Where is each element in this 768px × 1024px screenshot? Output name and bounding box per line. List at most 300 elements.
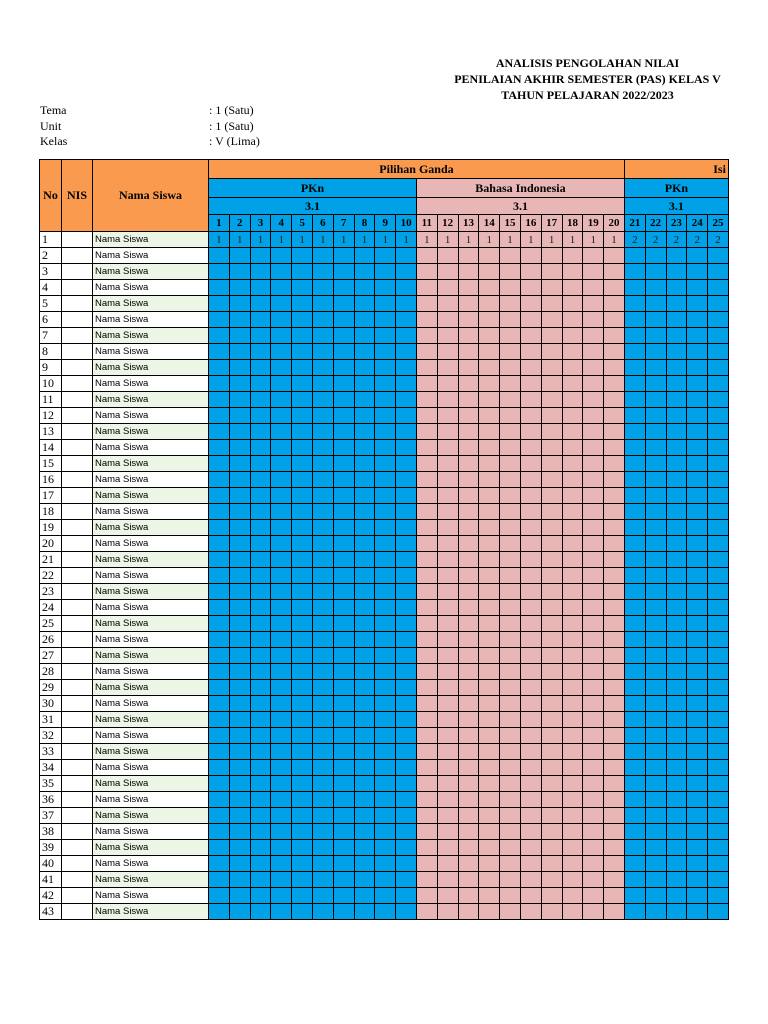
score-cell[interactable] xyxy=(583,600,604,616)
score-cell[interactable] xyxy=(396,264,417,280)
score-cell[interactable] xyxy=(645,376,666,392)
score-cell[interactable] xyxy=(500,840,521,856)
score-cell[interactable] xyxy=(708,424,729,440)
score-cell[interactable] xyxy=(520,680,541,696)
score-cell[interactable] xyxy=(229,408,250,424)
score-cell[interactable] xyxy=(624,280,645,296)
score-cell[interactable] xyxy=(479,824,500,840)
score-cell[interactable] xyxy=(624,760,645,776)
score-cell[interactable] xyxy=(292,296,313,312)
score-cell[interactable] xyxy=(604,344,625,360)
score-cell[interactable] xyxy=(479,856,500,872)
score-cell[interactable] xyxy=(229,440,250,456)
score-cell[interactable] xyxy=(375,392,396,408)
score-cell[interactable] xyxy=(375,632,396,648)
score-cell[interactable] xyxy=(229,328,250,344)
score-cell[interactable] xyxy=(562,632,583,648)
score-cell[interactable] xyxy=(229,840,250,856)
score-cell[interactable] xyxy=(645,456,666,472)
score-cell[interactable] xyxy=(416,712,437,728)
score-cell[interactable] xyxy=(708,664,729,680)
score-cell[interactable] xyxy=(666,776,687,792)
score-cell[interactable] xyxy=(666,488,687,504)
score-cell[interactable] xyxy=(416,248,437,264)
score-cell[interactable] xyxy=(541,248,562,264)
score-cell[interactable] xyxy=(229,760,250,776)
score-cell[interactable] xyxy=(229,808,250,824)
score-cell[interactable] xyxy=(687,536,708,552)
score-cell[interactable] xyxy=(687,424,708,440)
score-cell[interactable] xyxy=(437,728,458,744)
score-cell[interactable] xyxy=(396,296,417,312)
score-cell[interactable] xyxy=(520,664,541,680)
score-cell[interactable] xyxy=(458,344,479,360)
score-cell[interactable] xyxy=(479,456,500,472)
score-cell[interactable] xyxy=(562,904,583,920)
score-cell[interactable] xyxy=(209,648,230,664)
score-cell[interactable] xyxy=(209,312,230,328)
score-cell[interactable] xyxy=(250,680,271,696)
score-cell[interactable] xyxy=(333,696,354,712)
score-cell[interactable] xyxy=(437,280,458,296)
score-cell[interactable] xyxy=(375,472,396,488)
score-cell[interactable] xyxy=(520,696,541,712)
score-cell[interactable] xyxy=(624,488,645,504)
score-cell[interactable] xyxy=(292,792,313,808)
score-cell[interactable] xyxy=(396,824,417,840)
score-cell[interactable] xyxy=(520,504,541,520)
score-cell[interactable] xyxy=(583,520,604,536)
score-cell[interactable] xyxy=(437,664,458,680)
score-cell[interactable] xyxy=(396,248,417,264)
score-cell[interactable] xyxy=(708,504,729,520)
score-cell[interactable] xyxy=(624,552,645,568)
score-cell[interactable] xyxy=(229,872,250,888)
score-cell[interactable] xyxy=(666,648,687,664)
score-cell[interactable] xyxy=(396,696,417,712)
score-cell[interactable] xyxy=(396,872,417,888)
score-cell[interactable] xyxy=(292,552,313,568)
score-cell[interactable] xyxy=(687,712,708,728)
score-cell[interactable] xyxy=(354,824,375,840)
score-cell[interactable] xyxy=(229,312,250,328)
score-cell[interactable] xyxy=(312,792,333,808)
score-cell[interactable] xyxy=(541,344,562,360)
score-cell[interactable] xyxy=(604,872,625,888)
score-cell[interactable] xyxy=(354,520,375,536)
score-cell[interactable] xyxy=(604,440,625,456)
score-cell[interactable] xyxy=(292,632,313,648)
score-cell[interactable] xyxy=(666,504,687,520)
score-cell[interactable] xyxy=(271,344,292,360)
score-cell[interactable] xyxy=(416,408,437,424)
score-cell[interactable] xyxy=(416,344,437,360)
score-cell[interactable] xyxy=(500,408,521,424)
score-cell[interactable] xyxy=(271,792,292,808)
score-cell[interactable] xyxy=(624,872,645,888)
score-cell[interactable] xyxy=(333,808,354,824)
score-cell[interactable] xyxy=(396,440,417,456)
score-cell[interactable] xyxy=(604,792,625,808)
score-cell[interactable] xyxy=(583,376,604,392)
answer-key-cell[interactable]: 2 xyxy=(666,232,687,248)
score-cell[interactable] xyxy=(416,872,437,888)
score-cell[interactable] xyxy=(604,888,625,904)
score-cell[interactable] xyxy=(437,520,458,536)
score-cell[interactable] xyxy=(500,904,521,920)
score-cell[interactable] xyxy=(229,680,250,696)
score-cell[interactable] xyxy=(250,760,271,776)
score-cell[interactable] xyxy=(500,888,521,904)
answer-key-cell[interactable]: 1 xyxy=(229,232,250,248)
score-cell[interactable] xyxy=(520,264,541,280)
score-cell[interactable] xyxy=(229,280,250,296)
score-cell[interactable] xyxy=(250,504,271,520)
score-cell[interactable] xyxy=(333,840,354,856)
score-cell[interactable] xyxy=(437,552,458,568)
score-cell[interactable] xyxy=(624,632,645,648)
score-cell[interactable] xyxy=(250,728,271,744)
score-cell[interactable] xyxy=(396,584,417,600)
score-cell[interactable] xyxy=(624,456,645,472)
score-cell[interactable] xyxy=(541,696,562,712)
score-cell[interactable] xyxy=(416,632,437,648)
score-cell[interactable] xyxy=(687,552,708,568)
score-cell[interactable] xyxy=(271,760,292,776)
score-cell[interactable] xyxy=(271,888,292,904)
score-cell[interactable] xyxy=(520,360,541,376)
score-cell[interactable] xyxy=(437,472,458,488)
answer-key-cell[interactable]: 1 xyxy=(437,232,458,248)
score-cell[interactable] xyxy=(437,696,458,712)
score-cell[interactable] xyxy=(229,712,250,728)
score-cell[interactable] xyxy=(292,728,313,744)
score-cell[interactable] xyxy=(666,840,687,856)
score-cell[interactable] xyxy=(583,648,604,664)
score-cell[interactable] xyxy=(520,344,541,360)
score-cell[interactable] xyxy=(500,344,521,360)
score-cell[interactable] xyxy=(583,808,604,824)
score-cell[interactable] xyxy=(541,712,562,728)
score-cell[interactable] xyxy=(333,328,354,344)
score-cell[interactable] xyxy=(312,840,333,856)
score-cell[interactable] xyxy=(583,536,604,552)
score-cell[interactable] xyxy=(583,616,604,632)
score-cell[interactable] xyxy=(562,712,583,728)
score-cell[interactable] xyxy=(583,472,604,488)
score-cell[interactable] xyxy=(396,600,417,616)
score-cell[interactable] xyxy=(333,472,354,488)
score-cell[interactable] xyxy=(396,664,417,680)
score-cell[interactable] xyxy=(333,760,354,776)
score-cell[interactable] xyxy=(437,376,458,392)
score-cell[interactable] xyxy=(292,824,313,840)
score-cell[interactable] xyxy=(479,408,500,424)
score-cell[interactable] xyxy=(645,552,666,568)
score-cell[interactable] xyxy=(229,744,250,760)
score-cell[interactable] xyxy=(333,520,354,536)
score-cell[interactable] xyxy=(645,536,666,552)
score-cell[interactable] xyxy=(604,360,625,376)
score-cell[interactable] xyxy=(333,296,354,312)
score-cell[interactable] xyxy=(624,776,645,792)
score-cell[interactable] xyxy=(604,248,625,264)
score-cell[interactable] xyxy=(645,616,666,632)
score-cell[interactable] xyxy=(209,424,230,440)
score-cell[interactable] xyxy=(687,440,708,456)
score-cell[interactable] xyxy=(458,728,479,744)
score-cell[interactable] xyxy=(375,248,396,264)
score-cell[interactable] xyxy=(479,248,500,264)
score-cell[interactable] xyxy=(333,888,354,904)
score-cell[interactable] xyxy=(250,664,271,680)
score-cell[interactable] xyxy=(292,328,313,344)
score-cell[interactable] xyxy=(396,856,417,872)
score-cell[interactable] xyxy=(520,536,541,552)
score-cell[interactable] xyxy=(687,344,708,360)
score-cell[interactable] xyxy=(437,408,458,424)
score-cell[interactable] xyxy=(458,696,479,712)
score-cell[interactable] xyxy=(645,664,666,680)
score-cell[interactable] xyxy=(271,248,292,264)
answer-key-cell[interactable]: 2 xyxy=(645,232,666,248)
score-cell[interactable] xyxy=(687,616,708,632)
score-cell[interactable] xyxy=(250,312,271,328)
score-cell[interactable] xyxy=(292,744,313,760)
score-cell[interactable] xyxy=(708,616,729,632)
score-cell[interactable] xyxy=(666,296,687,312)
score-cell[interactable] xyxy=(354,312,375,328)
score-cell[interactable] xyxy=(333,904,354,920)
score-cell[interactable] xyxy=(479,312,500,328)
score-cell[interactable] xyxy=(333,680,354,696)
score-cell[interactable] xyxy=(354,264,375,280)
score-cell[interactable] xyxy=(396,904,417,920)
score-cell[interactable] xyxy=(687,280,708,296)
score-cell[interactable] xyxy=(583,664,604,680)
score-cell[interactable] xyxy=(624,648,645,664)
score-cell[interactable] xyxy=(437,632,458,648)
score-cell[interactable] xyxy=(312,568,333,584)
score-cell[interactable] xyxy=(624,264,645,280)
score-cell[interactable] xyxy=(437,776,458,792)
score-cell[interactable] xyxy=(437,744,458,760)
answer-key-cell[interactable]: 1 xyxy=(416,232,437,248)
score-cell[interactable] xyxy=(708,568,729,584)
score-cell[interactable] xyxy=(312,744,333,760)
score-cell[interactable] xyxy=(645,584,666,600)
score-cell[interactable] xyxy=(687,648,708,664)
score-cell[interactable] xyxy=(375,760,396,776)
score-cell[interactable] xyxy=(375,440,396,456)
score-cell[interactable] xyxy=(271,536,292,552)
score-cell[interactable] xyxy=(250,648,271,664)
score-cell[interactable] xyxy=(271,856,292,872)
score-cell[interactable] xyxy=(271,776,292,792)
score-cell[interactable] xyxy=(708,280,729,296)
score-cell[interactable] xyxy=(333,456,354,472)
score-cell[interactable] xyxy=(375,872,396,888)
score-cell[interactable] xyxy=(520,840,541,856)
score-cell[interactable] xyxy=(229,296,250,312)
score-cell[interactable] xyxy=(541,648,562,664)
score-cell[interactable] xyxy=(604,776,625,792)
score-cell[interactable] xyxy=(333,856,354,872)
score-cell[interactable] xyxy=(209,824,230,840)
score-cell[interactable] xyxy=(209,280,230,296)
score-cell[interactable] xyxy=(479,760,500,776)
score-cell[interactable] xyxy=(541,856,562,872)
score-cell[interactable] xyxy=(209,600,230,616)
answer-key-cell[interactable]: 1 xyxy=(312,232,333,248)
score-cell[interactable] xyxy=(396,520,417,536)
answer-key-cell[interactable]: 2 xyxy=(624,232,645,248)
score-cell[interactable] xyxy=(520,456,541,472)
score-cell[interactable] xyxy=(396,472,417,488)
score-cell[interactable] xyxy=(583,744,604,760)
score-cell[interactable] xyxy=(500,488,521,504)
score-cell[interactable] xyxy=(604,456,625,472)
score-cell[interactable] xyxy=(271,728,292,744)
score-cell[interactable] xyxy=(687,728,708,744)
score-cell[interactable] xyxy=(479,792,500,808)
score-cell[interactable] xyxy=(458,840,479,856)
score-cell[interactable] xyxy=(229,856,250,872)
score-cell[interactable] xyxy=(229,632,250,648)
score-cell[interactable] xyxy=(624,792,645,808)
score-cell[interactable] xyxy=(604,296,625,312)
score-cell[interactable] xyxy=(520,584,541,600)
score-cell[interactable] xyxy=(583,312,604,328)
score-cell[interactable] xyxy=(500,664,521,680)
score-cell[interactable] xyxy=(666,376,687,392)
score-cell[interactable] xyxy=(666,904,687,920)
score-cell[interactable] xyxy=(271,904,292,920)
score-cell[interactable] xyxy=(604,504,625,520)
score-cell[interactable] xyxy=(687,520,708,536)
score-cell[interactable] xyxy=(479,840,500,856)
score-cell[interactable] xyxy=(708,728,729,744)
score-cell[interactable] xyxy=(209,248,230,264)
score-cell[interactable] xyxy=(479,616,500,632)
score-cell[interactable] xyxy=(604,808,625,824)
score-cell[interactable] xyxy=(541,744,562,760)
score-cell[interactable] xyxy=(687,488,708,504)
score-cell[interactable] xyxy=(416,360,437,376)
score-cell[interactable] xyxy=(645,344,666,360)
score-cell[interactable] xyxy=(562,680,583,696)
score-cell[interactable] xyxy=(250,696,271,712)
score-cell[interactable] xyxy=(479,776,500,792)
score-cell[interactable] xyxy=(292,392,313,408)
score-cell[interactable] xyxy=(562,760,583,776)
score-cell[interactable] xyxy=(645,632,666,648)
score-cell[interactable] xyxy=(209,360,230,376)
score-cell[interactable] xyxy=(604,488,625,504)
score-cell[interactable] xyxy=(687,792,708,808)
score-cell[interactable] xyxy=(541,520,562,536)
score-cell[interactable] xyxy=(416,328,437,344)
score-cell[interactable] xyxy=(500,440,521,456)
score-cell[interactable] xyxy=(271,264,292,280)
score-cell[interactable] xyxy=(312,376,333,392)
score-cell[interactable] xyxy=(624,696,645,712)
score-cell[interactable] xyxy=(500,504,521,520)
score-cell[interactable] xyxy=(437,824,458,840)
score-cell[interactable] xyxy=(250,552,271,568)
score-cell[interactable] xyxy=(541,632,562,648)
score-cell[interactable] xyxy=(624,712,645,728)
score-cell[interactable] xyxy=(562,792,583,808)
score-cell[interactable] xyxy=(375,856,396,872)
score-cell[interactable] xyxy=(229,696,250,712)
score-cell[interactable] xyxy=(500,856,521,872)
answer-key-cell[interactable]: 1 xyxy=(250,232,271,248)
score-cell[interactable] xyxy=(500,760,521,776)
score-cell[interactable] xyxy=(687,632,708,648)
score-cell[interactable] xyxy=(375,776,396,792)
score-cell[interactable] xyxy=(292,584,313,600)
score-cell[interactable] xyxy=(375,664,396,680)
score-cell[interactable] xyxy=(624,536,645,552)
score-cell[interactable] xyxy=(624,344,645,360)
score-cell[interactable] xyxy=(687,600,708,616)
score-cell[interactable] xyxy=(479,520,500,536)
score-cell[interactable] xyxy=(645,712,666,728)
score-cell[interactable] xyxy=(312,760,333,776)
score-cell[interactable] xyxy=(375,408,396,424)
score-cell[interactable] xyxy=(292,600,313,616)
score-cell[interactable] xyxy=(354,632,375,648)
score-cell[interactable] xyxy=(333,648,354,664)
score-cell[interactable] xyxy=(437,456,458,472)
score-cell[interactable] xyxy=(687,296,708,312)
score-cell[interactable] xyxy=(250,424,271,440)
score-cell[interactable] xyxy=(209,408,230,424)
score-cell[interactable] xyxy=(583,264,604,280)
score-cell[interactable] xyxy=(437,840,458,856)
score-cell[interactable] xyxy=(562,536,583,552)
score-cell[interactable] xyxy=(687,456,708,472)
score-cell[interactable] xyxy=(500,728,521,744)
score-cell[interactable] xyxy=(333,616,354,632)
score-cell[interactable] xyxy=(458,360,479,376)
score-cell[interactable] xyxy=(229,600,250,616)
score-cell[interactable] xyxy=(562,392,583,408)
score-cell[interactable] xyxy=(416,696,437,712)
score-cell[interactable] xyxy=(458,824,479,840)
score-cell[interactable] xyxy=(437,584,458,600)
score-cell[interactable] xyxy=(312,680,333,696)
score-cell[interactable] xyxy=(562,296,583,312)
score-cell[interactable] xyxy=(583,872,604,888)
score-cell[interactable] xyxy=(624,328,645,344)
score-cell[interactable] xyxy=(541,296,562,312)
score-cell[interactable] xyxy=(416,664,437,680)
score-cell[interactable] xyxy=(500,536,521,552)
score-cell[interactable] xyxy=(458,520,479,536)
score-cell[interactable] xyxy=(500,360,521,376)
score-cell[interactable] xyxy=(209,392,230,408)
score-cell[interactable] xyxy=(687,264,708,280)
score-cell[interactable] xyxy=(458,888,479,904)
score-cell[interactable] xyxy=(583,280,604,296)
score-cell[interactable] xyxy=(562,664,583,680)
score-cell[interactable] xyxy=(687,888,708,904)
score-cell[interactable] xyxy=(583,296,604,312)
score-cell[interactable] xyxy=(562,552,583,568)
score-cell[interactable] xyxy=(292,408,313,424)
